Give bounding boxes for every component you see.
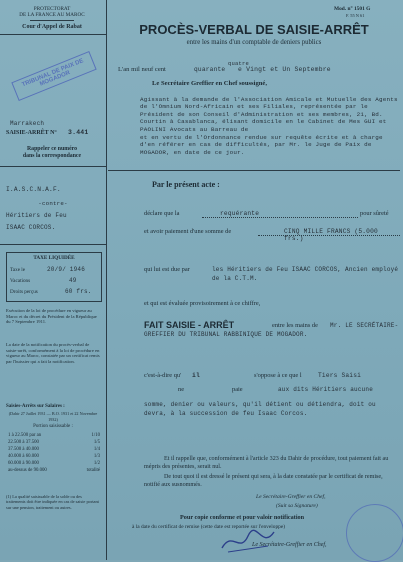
cest-4: Tiers Saisi	[318, 372, 362, 379]
note-1: Exécution de la loi de procédure en vigueur au Maroc et du décret du Président de la République du 7 Septembre 1911.	[6, 308, 97, 325]
declare-1: déclare que la	[144, 210, 180, 217]
cest-3: s'oppose à ce que l	[254, 372, 302, 379]
note-3: (1) La qualité saisissable de la solde ou des traitements doit être indiquée en cas de saisie portant sur une pension, traitement ou autres.	[6, 494, 99, 510]
left-column	[0, 0, 107, 560]
portion-label: Portion saisissable :	[33, 424, 73, 429]
city: Marrakech	[10, 120, 45, 127]
paiement: et avoir paiement d'une somme de	[144, 228, 232, 235]
dont: De tout quoi il est dressé le présent qui sera, à la date constatée par le certificat de remise, notifié aux susnommés.	[144, 474, 383, 488]
tranche-value: 1/10	[91, 433, 100, 438]
present-label: Par le présent acte :	[152, 180, 220, 189]
country: DE LA FRANCE AU MAROC	[19, 12, 85, 18]
recall-1: Rappeler ce numéro	[26, 146, 78, 152]
fait-2: entre les mains de	[272, 322, 318, 329]
taxe-box	[6, 252, 102, 302]
page-subtitle: entre les mains d'un comptable de deniers publics	[186, 39, 322, 46]
tranche-row	[8, 467, 100, 474]
tranche-range: 60.000 à 90.000	[8, 461, 39, 466]
recall-2: dans la correspondance	[22, 153, 82, 159]
line3: Agissant à la demande de l'Association Amicale et Mutuelle des Agents de l'Omnium Nord-Africain et ses Filiales, représentée par le Président de son Conseil d'Administration et ses membres, 21, Bd. Courtin à Casablanca, élisant domicile en le Cabinet de Mes GUI et PAOLINI Avocats au Barreau de	[140, 96, 398, 133]
tranche-range: 37.500 à 40.000	[8, 447, 39, 452]
paie-1: ne	[178, 386, 185, 393]
tranche-value: 1/3	[93, 454, 100, 459]
court: Cour d'Appel de Rabat	[22, 24, 82, 30]
somme: somme, denier ou valeurs, qu'il détient ou détiendra, doit ou devra, à la succession de feu Isaac Corcos.	[144, 401, 376, 418]
tranche-value: 1/2	[93, 461, 100, 466]
contre: -contre-	[38, 200, 68, 207]
copie-2: à la date du certificat de remise (cette date est reportée sur l'enveloppe)	[132, 524, 286, 530]
form-number: Mod. n° 1501 G	[334, 6, 371, 12]
declare-2: requérante	[220, 210, 260, 217]
vac-label: Vacations	[10, 278, 31, 284]
tranche-value: 1/4	[93, 447, 100, 452]
taxe-date-label: Taxe le	[10, 267, 26, 273]
amount: CINQ MILLE FRANCS (5.000 frs.)	[284, 228, 378, 242]
tranche-row	[8, 439, 100, 446]
sig-2: (Suit sa Signature)	[276, 503, 318, 509]
party: I.A.S.C.N.A.F.	[6, 186, 61, 193]
main-body	[108, 0, 400, 560]
tranche-value: totalité	[86, 468, 100, 473]
tranche-row	[8, 460, 100, 467]
round-seal	[346, 504, 403, 562]
tranche-range: 1 à 22.500 par an	[8, 433, 42, 438]
signature	[218, 524, 278, 556]
du-1: qui lui est due par	[144, 266, 190, 273]
droits-value: 60 frs.	[65, 288, 92, 295]
copie: Pour copie conforme et pour valoir notification	[180, 514, 305, 521]
tranche-row	[8, 432, 100, 439]
fait-saisie: FAIT SAISIE - ARRÊT	[144, 320, 235, 330]
page-title: PROCÈS-VERBAL DE SAISIE-ARRÊT	[139, 22, 369, 37]
tranches-table	[8, 432, 100, 474]
taxe-title: TAXE LIQUIDÉE	[33, 255, 75, 261]
line4: et en vertu de l'Ordonnance rendue sur requête écrite et à charge d'en référer en cas de difficultés, par Mr. le Juge de Paix de MOGADOR, en date de ce jour.	[140, 134, 383, 156]
line1-b: quarante	[194, 66, 226, 73]
line1-c: quatre	[228, 60, 250, 67]
note-2: La date de la notification du procès-verbal de saisie-arrêt, conformément à la loi de procédure en vigueur au Maroc, constatée par un certificat remis par l'huissier qui a fait la notification.	[6, 342, 100, 364]
declare-3: pour sûreté	[360, 210, 389, 217]
heirs: Héritiers de Feu	[6, 212, 67, 219]
salaires-title: Saisies-Arrêts sur Salaires :	[6, 404, 65, 409]
fait-3: Mr. LE SECRÉTAIRE-GREFFIER DU TRIBUNAL RABBINIQUE DE MOGADOR.	[144, 322, 399, 338]
tranche-range: 40.000 à 60.000	[8, 454, 39, 459]
vac-value: 49	[69, 277, 77, 284]
tranche-range: 22.500 à 37.500	[8, 440, 39, 445]
taxe-date: 20/9/ 1946	[47, 266, 86, 273]
protectorat: PROTECTORAT	[33, 6, 71, 12]
paie-2: paie	[232, 386, 243, 393]
saisie-label: SAISIE-ARRÊT N°	[6, 130, 57, 136]
line2: Le Secrétaire Greffier en Chef soussigné,	[152, 80, 267, 87]
tranche-range: au-dessus de 90.000	[8, 468, 47, 473]
heirs-name: ISAAC CORCOS.	[6, 224, 56, 231]
salaires-sub: (Dahir 27 Juillet 1931 — B.O. 1931 et 22 Novembre 1932)	[8, 411, 98, 423]
saisie-number: 3.441	[68, 129, 89, 136]
tribunal-stamp: TRIBUNAL DE PAIX DE MOGADOR	[11, 51, 96, 101]
droits-label: Droits perçus	[10, 289, 38, 295]
tranche-row	[8, 446, 100, 453]
form-sub: F. 55 N 61	[346, 13, 365, 18]
tranche-value: 1/5	[93, 440, 100, 445]
cest-1: c'est-à-dire qu'	[144, 372, 182, 379]
paie-3: aux dits Héritiers aucune	[278, 386, 374, 393]
line1-d: e Vingt et Un Septembre	[238, 66, 331, 73]
du-2: les Héritiers de Feu ISAAC CORCOS, Ancien employé de la C.T.M.	[212, 266, 399, 282]
line1-a: L'an mil neuf cent	[118, 66, 166, 73]
sig-3: Le Secrétaire-Greffier en Chef,	[252, 542, 327, 548]
sig-1: Le Secrétaire-Greffier en Chef,	[256, 494, 326, 500]
cest-2: il	[192, 372, 201, 379]
tranche-row	[8, 453, 100, 460]
rappel: Et il rappelle que, conformément à l'article 323 du Dahir de procédure, tout paiement fait au mépris des présentes, serait nul.	[144, 456, 389, 470]
evaluee: et qui est évaluée provisoirement à ce chiffre,	[144, 300, 261, 307]
